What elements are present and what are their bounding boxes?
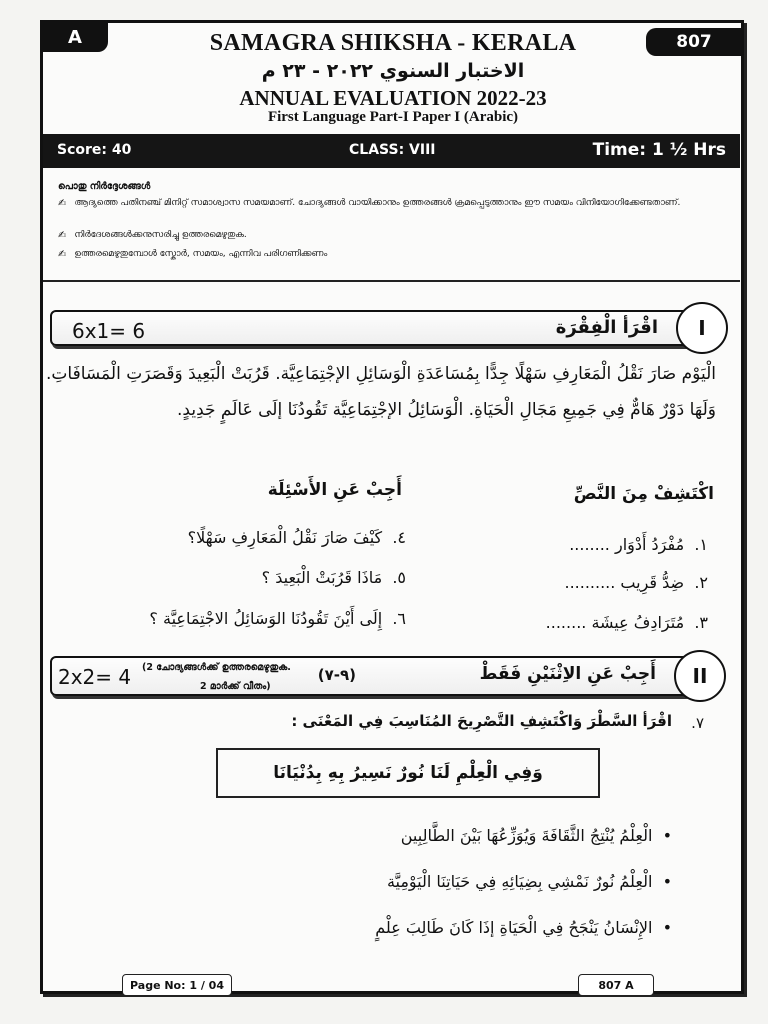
- section-2-marks: 2x2= 4: [58, 665, 132, 689]
- question-7-number: ٧.: [691, 714, 704, 732]
- paper-subtitle: First Language Part-I Paper I (Arabic): [267, 109, 519, 125]
- divider: [43, 280, 740, 282]
- pen-hand-icon: ✍: [58, 249, 67, 260]
- class-label: CLASS: VIII: [349, 142, 436, 158]
- pen-hand-icon: ✍: [58, 230, 67, 241]
- set-code-tab: A: [42, 22, 108, 52]
- section-1-numeral: I: [676, 302, 728, 354]
- page-title: SAMAGRA SHIKSHA - KERALA: [209, 30, 577, 56]
- time-label: Time: 1 ½ Hrs: [592, 140, 726, 160]
- instruction-item: ✍ നിർദേശങ്ങൾക്കനുസരിച്ചു ഉത്തരമെഴുതുക.: [58, 230, 247, 241]
- section-1-heading: اقْرَأ الْفِقْرَة: [555, 317, 658, 338]
- subheading-answer: أَجِبْ عَنِ الأَسْئِلَة: [267, 480, 402, 500]
- section-2-numeral: II: [674, 650, 726, 702]
- section-1-marks: 6x1= 6: [72, 319, 146, 343]
- footer-code: 807 A: [578, 974, 654, 996]
- option-item: • الْعِلْمُ يُنْتِجُ الثَّقَافَةَ وَيُوَزِّعُهَا بَيْنَ الطَّالِبِين: [400, 826, 672, 845]
- option-item: • الإِنْسَانُ يَنْجَحُ فِي الْحَيَاةِ إذَا كَانَ طَالِبَ عِلْمٍ: [375, 918, 672, 937]
- question-7-text: اقْرَأ السَّطْرَ وَاكْتَشِفِ التَّصْرِيحَ المُنَاسِبَ فِي المَعْنَى :: [291, 712, 672, 730]
- arabic-title: الاختبار السنوي ٢٠٢٢ - ٢٣ م: [261, 60, 525, 82]
- evaluation-title: ANNUAL EVALUATION 2022-23: [239, 86, 547, 110]
- option-item: • الْعِلْمُ نُورٌ نَمْشِي بِضِيَائِهِ فِي حَيَاتِنَا الْيَوْمِيَّة: [386, 872, 672, 891]
- page-number: Page No: 1 / 04: [122, 974, 232, 996]
- info-bar: [43, 134, 740, 168]
- instruction-item: ✍ ആദ്യത്തെ പതിനഞ്ച് മിനിറ്റ് സമാശ്വാസ സമയമാണ്. ചോദ്യങ്ങൾ വായിക്കാനും ഉത്തരങ്ങൾ ക്രമപ്പെടുത്താനും ഈ സമയം വിനിയോഗിക്കേണ്ടതാണ്.: [58, 198, 681, 209]
- question-item: ٤. كَيْفَ صَارَ نَقْلُ الْمَعَارِفِ سَهْلًا؟: [187, 528, 406, 547]
- section-2-note: 2 മാർക്ക് വീതം): [200, 681, 271, 692]
- question-item: ٢. ضِدُّ قَرِيب ..........: [564, 573, 708, 592]
- section-2-note: (2 ചോദ്യങ്ങൾക്ക് ഉത്തരമെഴുതുക.: [142, 662, 291, 673]
- score-label: Score: 40: [57, 142, 132, 158]
- section-2-range: (٩-٧): [317, 666, 356, 684]
- question-item: ٦. إِلَى أَيْنَ تَقُودُنَا الوَسَائِلُ الاجْتِمَاعِيَّة ؟: [149, 609, 406, 628]
- section-2-heading: أَجِبْ عَنِ الاِثْنَيْنِ فَقَطْ: [479, 664, 656, 684]
- verse-box: وَفِي الْعِلْمِ لَنَا نُورٌ نَسِيرُ بِهِ بِدُنْيَانَا: [216, 748, 600, 798]
- reading-passage: الْيَوْم صَارَ نَقْلُ الْمَعَارِفِ سَهْلًا جِدًّا بِمُسَاعَدَةِ الْوَسَائِلِ الإجْتِمَاعِيَّة. قَرُبَتْ الْبَعِيدَ وَقَصَرَتِ الْمَسَافَاتِ. وَلَهَا دَوْرٌ هَامٌّ فِي جَمِيعِ مَجَالِ الْحَيَاةِ. الْوَسَائِلُ الإجْتِمَاعِيَّة تَقُودُنَا إلَى عَالَمٍ جَدِيدٍ.: [46, 364, 716, 420]
- subheading-find: اكْتَشِفْ مِنَ النَّصِّ: [573, 484, 714, 504]
- instructions-heading: പൊതു നിർദ്ദേശങ്ങൾ: [58, 181, 151, 192]
- pen-hand-icon: ✍: [58, 198, 67, 209]
- instruction-item: ✍ ഉത്തരമെഴുതുമ്പോൾ സ്കോർ, സമയം, എന്നിവ പരിഗണിക്കണം: [58, 249, 328, 260]
- paper-number-tab: 807: [646, 28, 742, 56]
- question-item: ١. مُفْرَدُ أَدْوَار ........: [569, 535, 708, 554]
- question-item: ٥. مَاذَا قَرُبَتْ الْبَعِيدَ ؟: [261, 568, 406, 587]
- question-item: ٣. مُتَرَادِفُ عِيشَة ........: [545, 613, 708, 632]
